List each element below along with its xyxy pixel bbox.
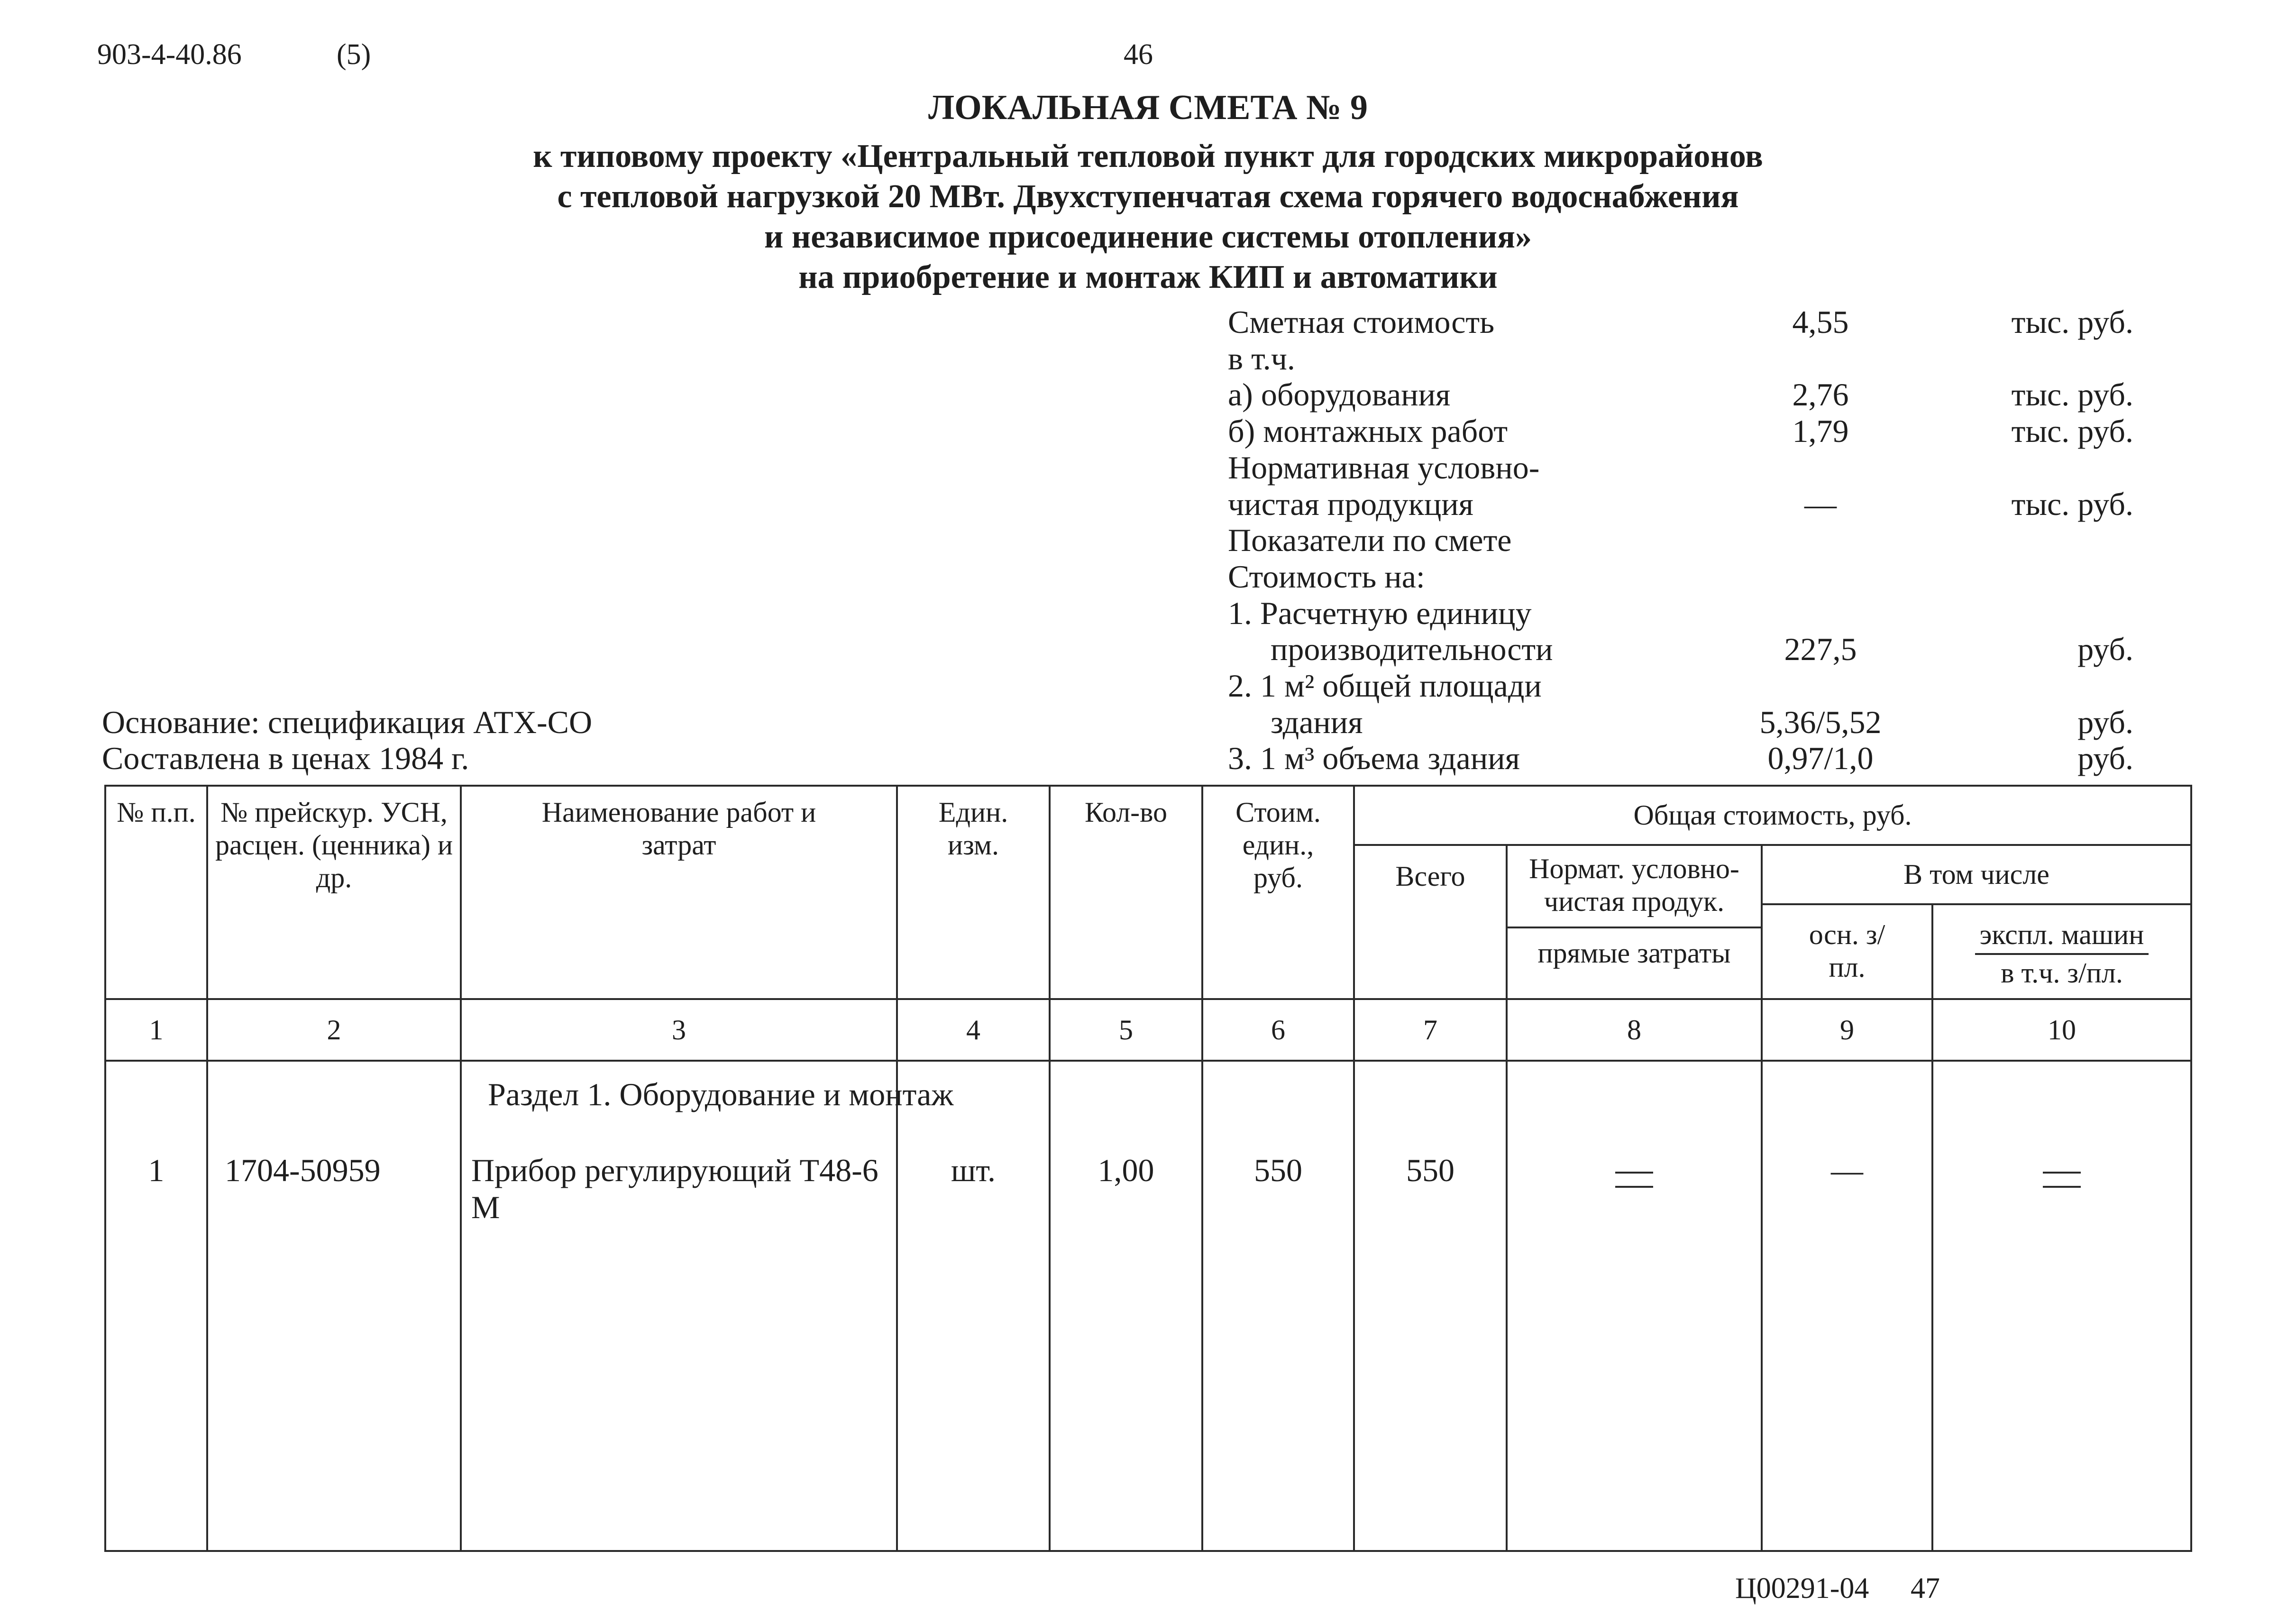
row-normative-cell xyxy=(1507,1061,1762,1551)
column-number: 6 xyxy=(1202,999,1354,1061)
row-unit-cost: 550 xyxy=(1254,1152,1302,1188)
col-wages-header: осн. з/пл. xyxy=(1762,904,1932,999)
installation-value: 1,79 xyxy=(1792,413,1849,449)
total-cost-group-header: Общая стоимость, руб. xyxy=(1354,786,2191,845)
column-number-row xyxy=(105,999,2191,1061)
normative-label-1: Нормативная условно- xyxy=(1228,450,1540,486)
col-machines-header xyxy=(1932,904,2191,999)
estimated-cost-label: Сметная стоимость xyxy=(1228,304,1495,340)
item1-value: 227,5 xyxy=(1784,631,1857,667)
normative-label-2: чистая продукция xyxy=(1228,486,1473,522)
footer-page: 47 xyxy=(1911,1572,1940,1605)
col-unit-cost-header: Стоим. един., руб. xyxy=(1202,786,1354,999)
machines-header-bottom: в т.ч. з/пл. xyxy=(2001,957,2123,989)
column-number: 8 xyxy=(1507,999,1762,1061)
column-number: 5 xyxy=(1050,999,1202,1061)
column-number: 2 xyxy=(207,999,461,1061)
title-line-3: и независимое присоединение системы отопления» xyxy=(764,219,1532,255)
row-name: Прибор регулирующий Т48-6М xyxy=(471,1152,878,1226)
including-label: в т.ч. xyxy=(1228,340,1295,376)
item3-unit: руб. xyxy=(2077,740,2133,776)
row-number-cell xyxy=(105,1061,207,1551)
estimated-cost-unit: тыс. руб. xyxy=(2011,304,2133,340)
page-number: 46 xyxy=(1124,38,1153,71)
item2-label-1: 2. 1 м² общей площади xyxy=(1228,668,1542,704)
table-row xyxy=(105,1061,2191,1551)
item1-label-1: 1. Расчетную единицу xyxy=(1228,595,1532,631)
normative-header-bottom: прямые затраты xyxy=(1537,937,1731,969)
row-machines-cell xyxy=(1932,1061,2191,1551)
row-unit-cost-cell xyxy=(1202,1061,1354,1551)
row-unit-cell xyxy=(897,1061,1050,1551)
column-number: 10 xyxy=(1932,999,2191,1061)
item3-value: 0,97/1,0 xyxy=(1767,740,1874,776)
machines-header-top: экспл. машин xyxy=(1975,918,2149,955)
footer-code: Ц00291-04 xyxy=(1735,1572,1869,1605)
col-name-header: Наименование работ и затрат xyxy=(461,786,897,999)
item1-label-2: производительности xyxy=(1271,631,1553,667)
col-code-header: № прейскур. УСН, расцен. (ценника) и др. xyxy=(207,786,461,999)
row-qty-cell xyxy=(1050,1061,1202,1551)
item3-label: 3. 1 м³ объема здания xyxy=(1228,740,1520,776)
item2-label-2: здания xyxy=(1271,704,1363,740)
column-number: 9 xyxy=(1762,999,1932,1061)
row-code-cell xyxy=(207,1061,461,1551)
installation-label: б) монтажных работ xyxy=(1228,413,1508,449)
row-unit: шт. xyxy=(951,1152,996,1188)
estimate-title: ЛОКАЛЬНАЯ СМЕТА № 9 xyxy=(928,88,1368,127)
col-normative-header xyxy=(1507,845,1762,999)
equipment-unit: тыс. руб. xyxy=(2011,376,2133,413)
basis-line-1: Основание: спецификация АТХ-СО xyxy=(102,704,593,740)
title-line-2: с тепловой нагрузкой 20 МВт. Двухступенчатая схема горячего водоснабжения xyxy=(557,178,1739,215)
row-wages-cell xyxy=(1762,1061,1932,1551)
row-name-cell xyxy=(461,1061,954,1551)
equipment-label: а) оборудования xyxy=(1228,376,1451,413)
sheet-mark: (5) xyxy=(337,38,371,71)
cost-per-label: Стоимость на: xyxy=(1228,559,1425,595)
basis-line-2: Составлена в ценах 1984 г. xyxy=(102,740,469,776)
row-code: 1704-50959 xyxy=(225,1152,381,1188)
document-code: 903-4-40.86 xyxy=(97,38,242,71)
title-line-4: на приобретение и монтаж КИП и автоматики xyxy=(798,259,1498,295)
estimated-cost-value: 4,55 xyxy=(1792,304,1849,340)
empty-fraction-mark xyxy=(1615,1172,1653,1200)
estimate-table xyxy=(104,785,2192,1552)
empty-fraction-mark xyxy=(2043,1172,2081,1200)
normative-header-top: Нормат. условно-чистая продук. xyxy=(1508,853,1761,928)
column-number: 4 xyxy=(897,999,1050,1061)
normative-value: — xyxy=(1804,486,1837,522)
col-qty-header: Кол-во xyxy=(1050,786,1202,999)
title-line-1: к типовому проекту «Центральный тепловой пункт для городских микрорайонов xyxy=(533,138,1763,174)
row-qty: 1,00 xyxy=(1098,1152,1154,1188)
item2-value: 5,36/5,52 xyxy=(1759,704,1882,740)
section-title: Раздел 1. Оборудование и монтаж xyxy=(488,1076,954,1112)
col-number-header: № п.п. xyxy=(105,786,207,999)
column-number: 1 xyxy=(105,999,207,1061)
indicators-label: Показатели по смете xyxy=(1228,522,1512,558)
row-number: 1 xyxy=(148,1152,165,1188)
column-number: 7 xyxy=(1354,999,1507,1061)
col-unit-header: Един. изм. xyxy=(897,786,1050,999)
equipment-value: 2,76 xyxy=(1792,376,1849,413)
item1-unit: руб. xyxy=(2077,631,2133,667)
installation-unit: тыс. руб. xyxy=(2011,413,2133,449)
item2-unit: руб. xyxy=(2077,704,2133,740)
row-total: 550 xyxy=(1406,1152,1454,1188)
including-group-header: В том числе xyxy=(1762,845,2191,904)
row-total-cell xyxy=(1354,1061,1507,1551)
column-number: 3 xyxy=(461,999,897,1061)
normative-unit: тыс. руб. xyxy=(2011,486,2133,522)
row-wages: — xyxy=(1831,1152,1863,1188)
col-total-header: Всего xyxy=(1354,845,1507,999)
